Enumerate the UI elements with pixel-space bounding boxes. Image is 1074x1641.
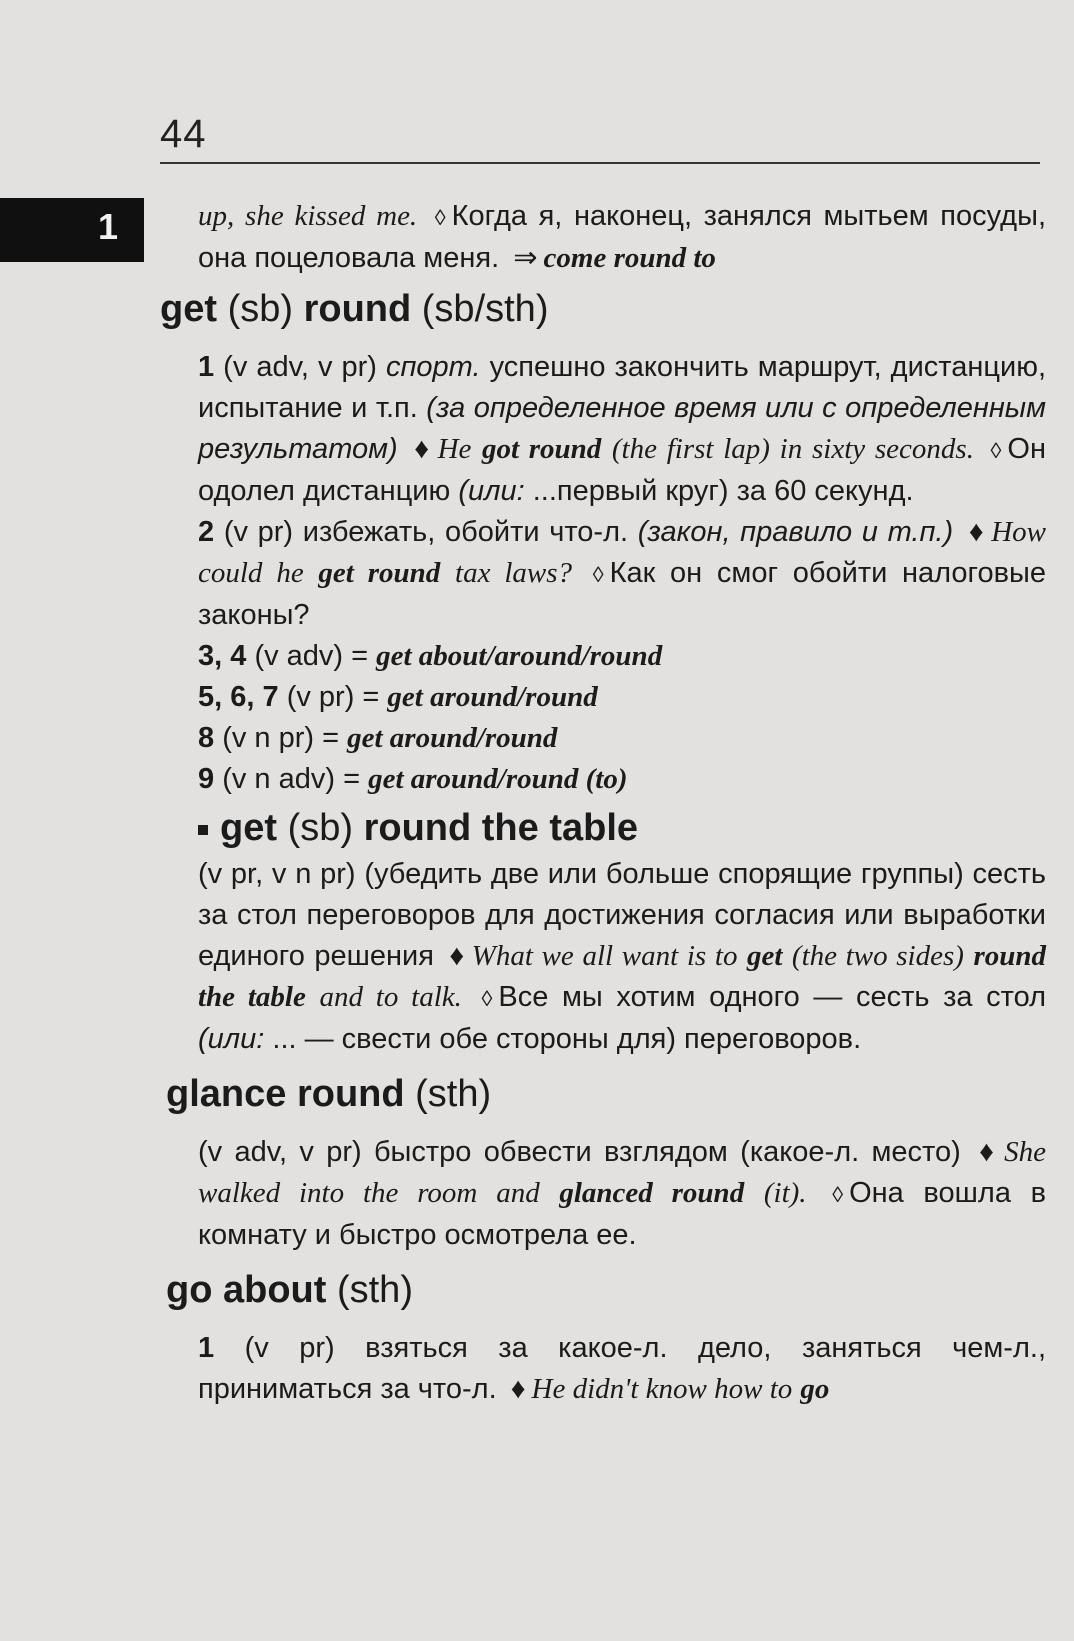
- filled-diamond-icon: ♦: [979, 1136, 999, 1168]
- sense-number: 1: [198, 1332, 215, 1364]
- intro-cross-reference: come round to: [543, 242, 716, 274]
- filled-diamond-icon: ♦: [414, 433, 432, 465]
- headword-glance-round: glance round (sth): [166, 1073, 492, 1115]
- definition-note: (закон, правило и т.п.): [637, 516, 954, 548]
- sense-5-6-7-reference: 5, 6, 7 (v pr) = get around/round: [198, 681, 598, 713]
- definition: быстро обвести взглядом (какое-л. место): [373, 1136, 961, 1168]
- grammar-code: (v pr): [244, 1332, 335, 1364]
- open-diamond-icon: ◊: [434, 205, 446, 230]
- sense-1: 1 (v adv, v pr) спорт. успешно закончить маршрут, дистанцию, испытание и т.п. (за определенное время или с определенным результатом) ♦ He got round (the first lap) in sixty seconds. ◊ Он одолел дистанцию (или: ...первый круг) за 60 секунд.: [198, 351, 1047, 507]
- open-diamond-icon: ◊: [592, 562, 604, 587]
- definition: избежать, обойти что-л.: [302, 516, 629, 548]
- grammar-code: (v adv, v pr): [198, 1136, 362, 1168]
- filled-diamond-icon: ♦: [449, 940, 466, 972]
- sense-3-4-reference: 3, 4 (v adv) = get about/around/round: [198, 640, 663, 672]
- filled-diamond-icon: ♦: [968, 516, 986, 548]
- thumb-tab: [0, 198, 144, 262]
- sense-2: 2 (v pr) избежать, обойти что-л. (закон, правило и т.п.) ♦ How could he get round tax laws? ◊ Как он смог обойти налоговые законы?: [198, 516, 1047, 631]
- grammar-code: (v pr): [223, 516, 294, 548]
- header-rule: [160, 162, 1040, 164]
- intro-example: up, she kissed me.: [198, 200, 418, 232]
- arrow-icon: ⇒: [513, 242, 538, 274]
- grammar-code: (v pr, v n pr): [198, 858, 356, 890]
- idiom-headword: get (sb) round the table: [198, 806, 1046, 850]
- square-bullet-icon: [198, 825, 208, 835]
- intro-translation: Когда я, наконец, занялся мытьем посуды, она поцеловала меня.: [198, 200, 1046, 274]
- headword-go-about: go about (sth): [166, 1269, 413, 1311]
- thumb-tab-number: 1: [97, 206, 118, 247]
- dictionary-column: [160, 196, 1046, 1410]
- open-diamond-icon: ◊: [832, 1182, 844, 1207]
- headword-get-round: get (sb) round (sb/sth): [160, 288, 549, 330]
- glance-round-sense: (v adv, v pr) быстро обвести взглядом (какое-л. место) ♦ She walked into the room and glanced round (it). ◊ Она вошла в комнату и быстро осмотрела ее.: [198, 1136, 1047, 1251]
- definition-note: (за определенное время или с определенным результатом): [198, 392, 1047, 465]
- definition: успешно закончить маршрут, дистанцию, испытание и т.п.: [198, 351, 1047, 424]
- filled-diamond-icon: ♦: [510, 1373, 526, 1405]
- usage-label: спорт.: [385, 351, 481, 383]
- definition: (убедить две или больше спорящие группы) сесть за стол переговоров для достижения согласия или выработки единого решения: [198, 858, 1047, 972]
- go-about-sense-1: 1 (v pr) взяться за какое-л. дело, заняться чем-л., приниматься за что-л. ♦ He didn't know how to go: [198, 1332, 1047, 1405]
- page-number: 44: [160, 112, 207, 156]
- definition: взяться за какое-л. дело, заняться чем-л., приниматься за что-л.: [198, 1332, 1047, 1405]
- sense-8-reference: 8 (v n pr) = get around/round: [198, 722, 558, 754]
- open-diamond-icon: ◊: [990, 438, 1002, 463]
- sense-9-reference: 9 (v n adv) = get around/round (to): [198, 763, 628, 795]
- grammar-code: (v adv, v pr): [223, 351, 377, 383]
- sense-number: 2: [198, 516, 215, 548]
- sense-number: 1: [198, 351, 215, 383]
- intro-continuation: [198, 196, 1046, 279]
- open-diamond-icon: ◊: [481, 986, 493, 1011]
- idiom-sense: (v pr, v n pr) (убедить две или больше спорящие группы) сесть за стол переговоров для достижения согласия или выработки единого решения ♦ What we all want is to get (the two sides) round the table and to talk. ◊ Все мы хотим одного — сесть за стол (или: ... — свести обе стороны для) переговоров.: [198, 858, 1047, 1055]
